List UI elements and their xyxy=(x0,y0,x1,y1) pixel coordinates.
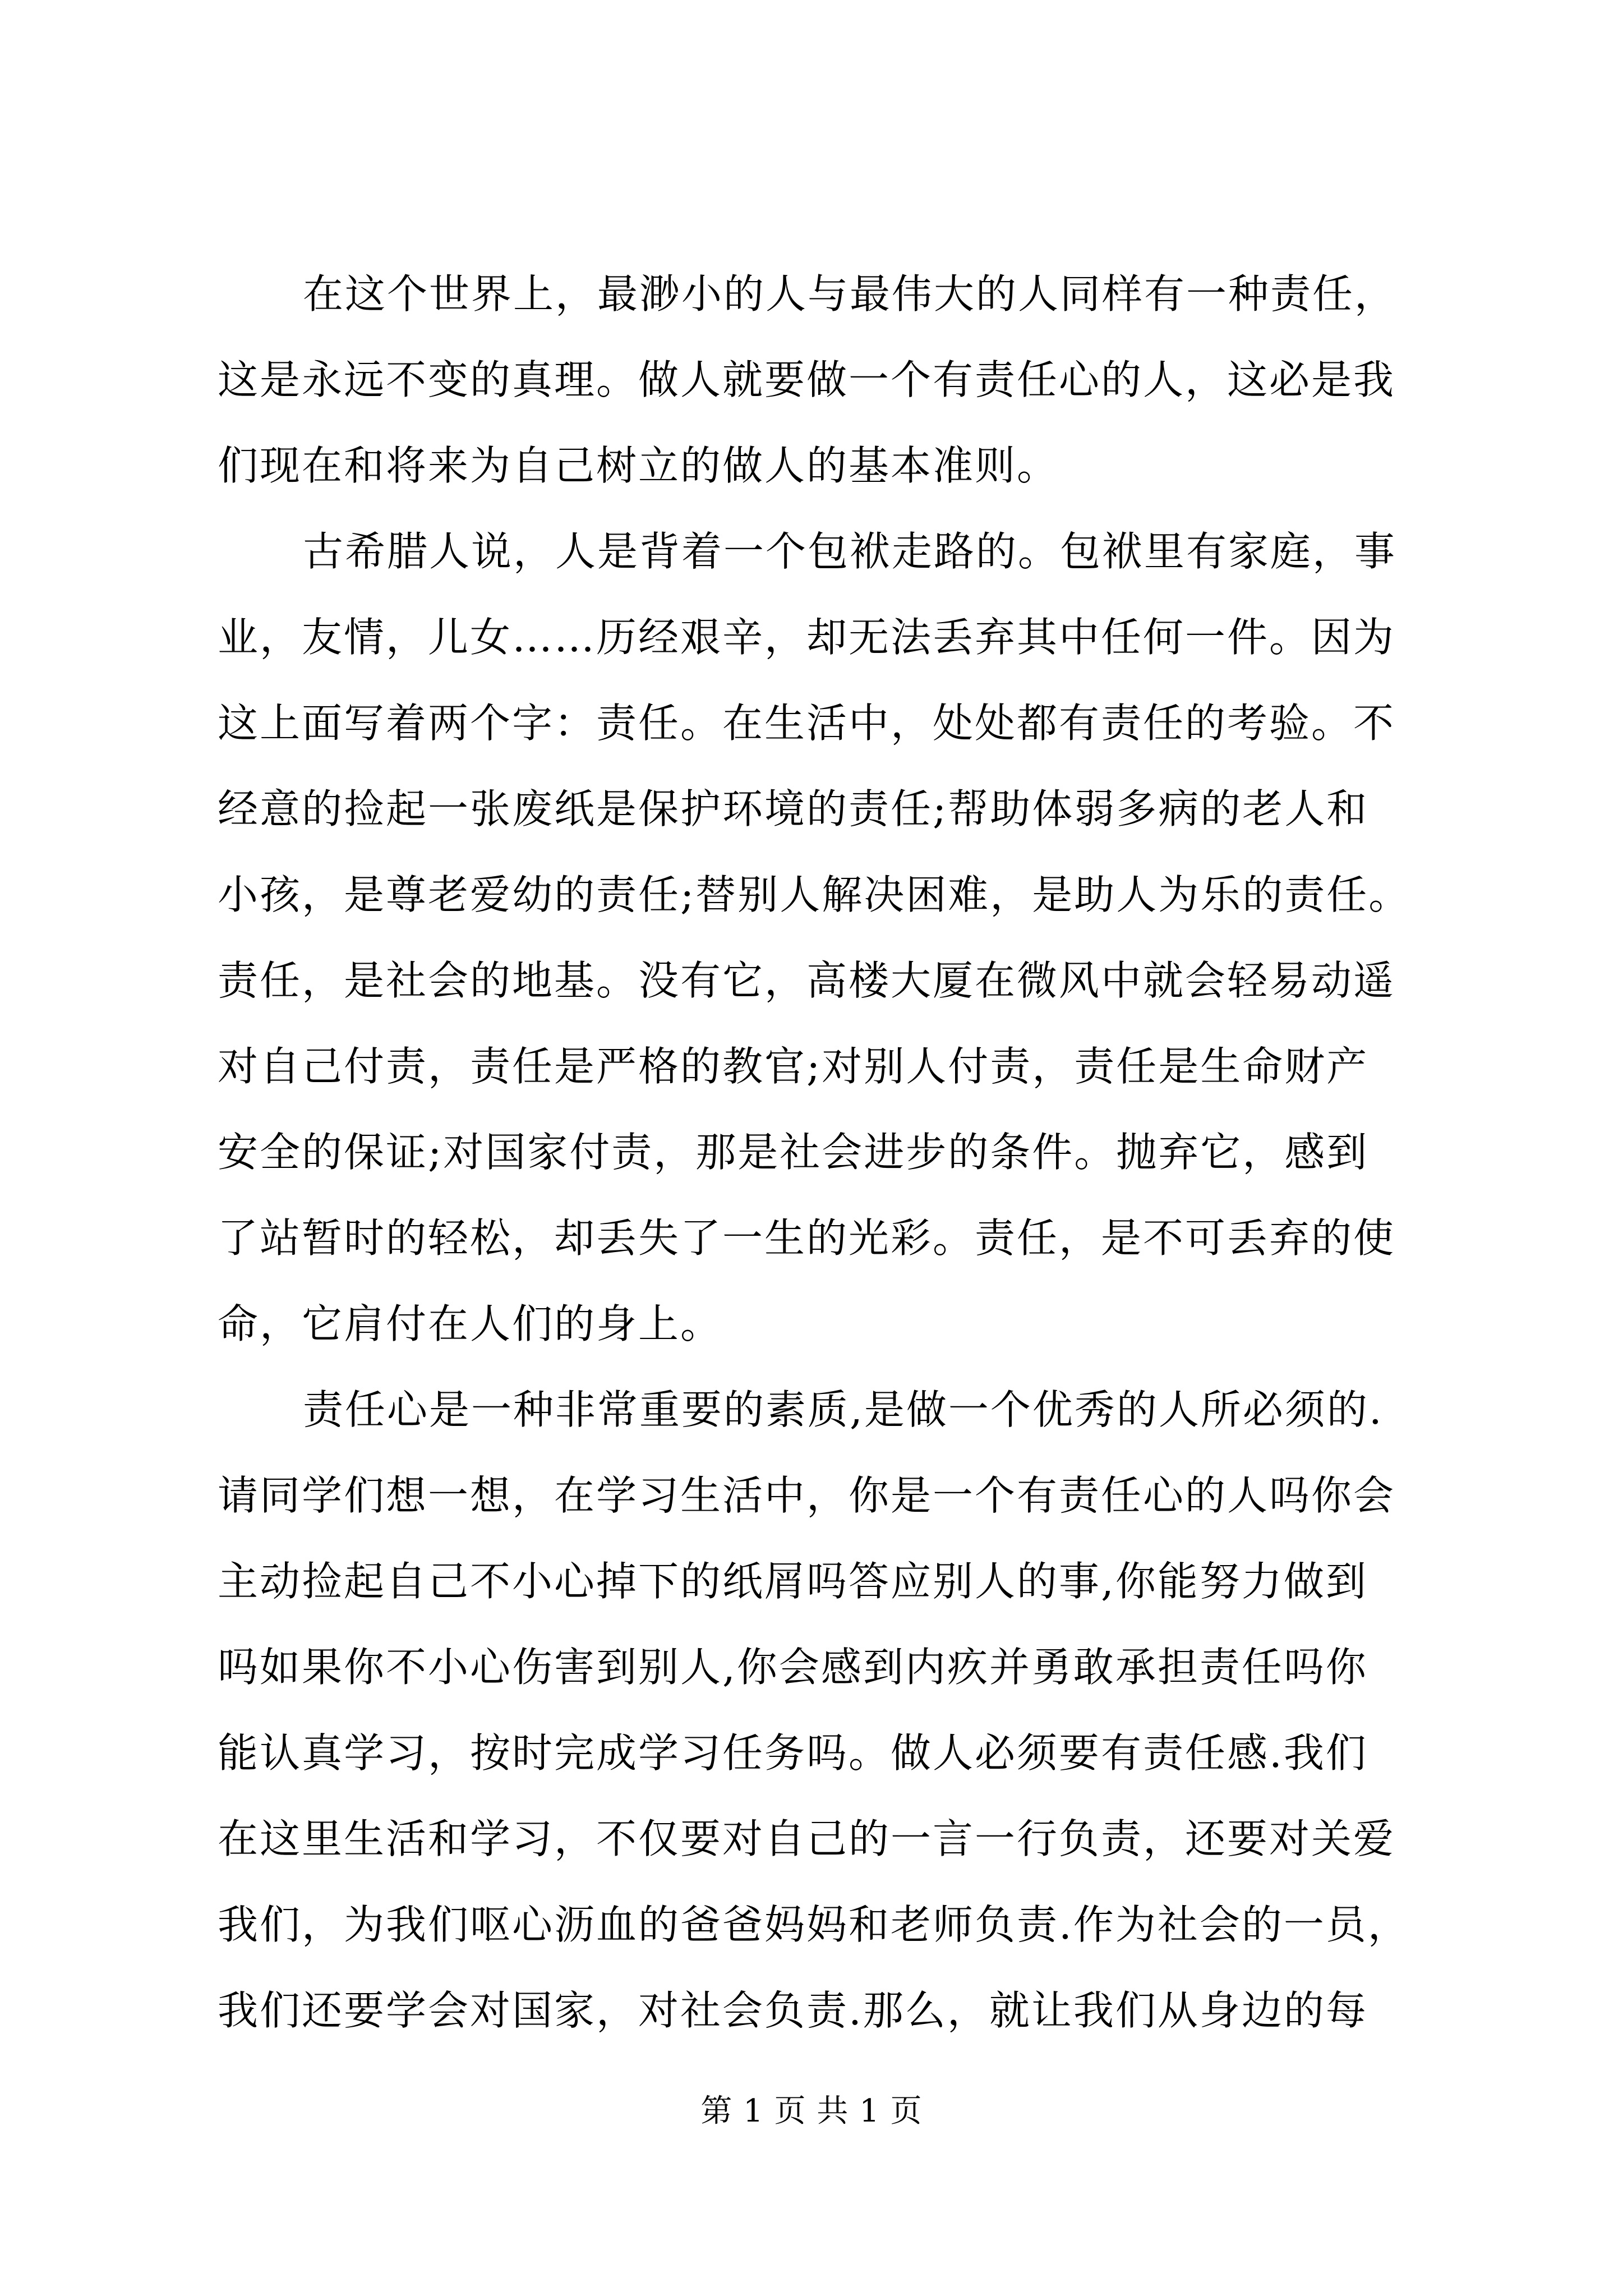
page-footer xyxy=(0,2089,1623,2134)
text-line: 小孩，是尊老爱幼的责任;替别人解决困难，是助人为乐的责任。 xyxy=(218,871,1411,918)
paragraph-3 xyxy=(218,1367,1418,2054)
text-line: 在这个世界上，最渺小的人与最伟大的人同样有一种责任， xyxy=(303,270,1397,318)
text-line: 们现在和将来为自己树立的做人的基本准则。 xyxy=(218,442,1059,489)
text-line: 责任心是一种非常重要的素质,是做一个优秀的人所必须的. xyxy=(303,1386,1384,1433)
text-line: 经意的捡起一张废纸是保护环境的责任;帮助体弱多病的老人和 xyxy=(218,785,1369,832)
text-line: 吗如果你不小心伤害到别人,你会感到内疚并勇敢承担责任吗你 xyxy=(218,1644,1368,1691)
text-line: 责任，是社会的地基。没有它，高楼大厦在微风中就会轻易动遥 xyxy=(218,957,1396,1004)
paragraph-1 xyxy=(218,251,1418,509)
text-line: 古希腊人说，人是背着一个包袱走路的。包袱里有家庭，事 xyxy=(303,528,1397,575)
text-line: 我们，为我们呕心沥血的爸爸妈妈和老师负责.作为社会的一员， xyxy=(218,1901,1410,1948)
paragraph-2 xyxy=(218,509,1418,1367)
text-line: 这是永远不变的真理。做人就要做一个有责任心的人，这必是我 xyxy=(218,356,1396,403)
text-line: 这上面写着两个字：责任。在生活中，处处都有责任的考验。不 xyxy=(218,700,1396,747)
text-line: 能认真学习，按时完成学习任务吗。做人必须要有责任感.我们 xyxy=(218,1729,1368,1777)
document-body xyxy=(218,251,1418,2054)
text-line: 安全的保证;对国家付责，那是社会进步的条件。抛弃它，感到 xyxy=(218,1129,1369,1176)
text-line: 我们还要学会对国家，对社会负责.那么，就让我们从身边的每 xyxy=(218,1987,1368,2034)
page-number-label: 第 1 页 共 1 页 xyxy=(700,2093,923,2129)
text-line: 命，它肩付在人们的身上。 xyxy=(218,1300,723,1347)
text-line: 在这里生活和学习，不仅要对自己的一言一行负责，还要对关爱 xyxy=(218,1815,1396,1862)
text-line: 请同学们想一想，在学习生活中，你是一个有责任心的人吗你会 xyxy=(218,1472,1396,1519)
text-line: 主动捡起自己不小心掉下的纸屑吗答应别人的事,你能努力做到 xyxy=(218,1558,1368,1605)
text-line: 对自己付责，责任是严格的教官;对别人付责，责任是生命财产 xyxy=(218,1043,1369,1090)
text-line: 业，友情，儿女……历经艰辛，却无法丢弃其中任何一件。因为 xyxy=(218,614,1396,661)
text-line: 了站暂时的轻松，却丢失了一生的光彩。责任，是不可丢弃的使 xyxy=(218,1214,1396,1262)
